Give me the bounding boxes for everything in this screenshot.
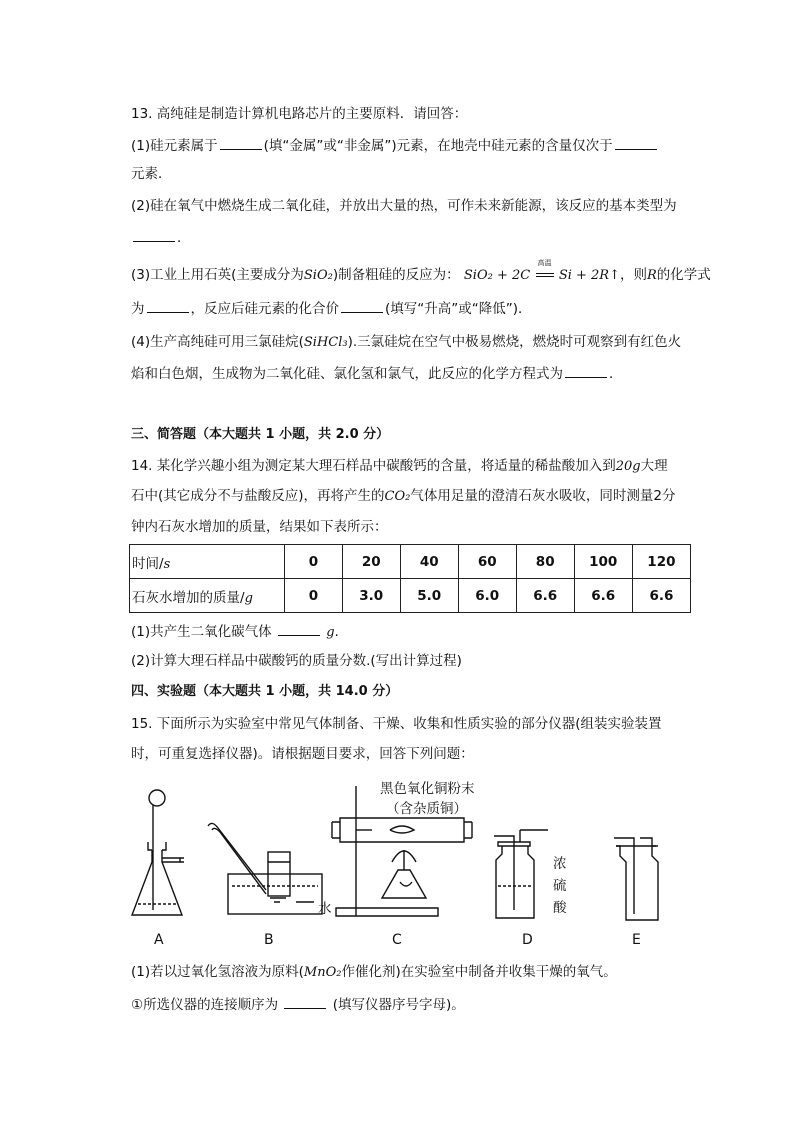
q14-line1 xyxy=(131,456,668,477)
formula: SiHCl₃ xyxy=(303,335,348,350)
unit: g xyxy=(326,625,335,640)
table-cell: 20 xyxy=(342,545,400,579)
text: (1)共产生二氧化碳气体 xyxy=(131,624,272,640)
acid-label-3: 酸 xyxy=(553,900,567,916)
text: ①所选仪器的连接顺序为 xyxy=(131,997,279,1013)
q15-sub1 xyxy=(131,962,617,983)
table-row xyxy=(130,579,691,613)
table-cell: 6.6 xyxy=(632,579,690,613)
text: ． xyxy=(609,366,623,382)
text: ).三氯硅烷在空气中极易燃烧，燃烧时可观察到有红色火 xyxy=(347,334,682,350)
answer-blank[interactable] xyxy=(615,135,657,150)
text: . xyxy=(334,624,339,640)
variable-r: R xyxy=(647,268,657,283)
text: ，则 xyxy=(620,267,647,283)
acid-label-1: 浓 xyxy=(553,856,567,872)
text: 大理 xyxy=(640,458,668,474)
q13-part1-line2: 元素． xyxy=(131,166,172,182)
c-label-line1: 黑色氧化铜粉末 xyxy=(380,781,475,797)
answer-blank[interactable] xyxy=(284,994,326,1009)
table-cell: 100 xyxy=(574,545,632,579)
label-c: C xyxy=(392,932,402,948)
formula: SiO₂ xyxy=(303,268,333,283)
row-header-mass xyxy=(130,579,285,613)
table-cell: 0 xyxy=(285,579,343,613)
text: (3)工业上用石英(主要成分为 xyxy=(131,267,304,283)
reaction-condition xyxy=(535,259,555,285)
apparatus-e-bottle xyxy=(614,838,658,920)
apparatus-d-bottle xyxy=(494,830,548,918)
label-d: D xyxy=(522,932,533,948)
table-cell: 0 xyxy=(285,545,343,579)
q13-part3-line2 xyxy=(131,298,532,319)
text: 的化学式 xyxy=(656,267,711,283)
q13-part1-line1 xyxy=(131,135,659,156)
label-e: E xyxy=(632,932,641,948)
unit: s xyxy=(163,556,171,572)
acid-label-2: 硫 xyxy=(553,878,567,894)
mass-value: 20g xyxy=(615,459,641,474)
formula: MnO₂ xyxy=(303,965,342,980)
text: 为 xyxy=(131,301,145,317)
q14-sub1 xyxy=(131,621,339,643)
text: 作催化剂)在实验室中制备并收集干燥的氧气。 xyxy=(341,964,617,980)
table-cell: 6.0 xyxy=(458,579,516,613)
text: ． xyxy=(177,230,191,246)
table-cell: 60 xyxy=(458,545,516,579)
text: 焰和白色烟，生成物为二氧化硅、氯化氢和氯气，此反应的化学方程式为 xyxy=(131,366,563,382)
answer-blank[interactable] xyxy=(147,298,189,313)
text: 14. 某化学兴趣小组为测定某大理石样品中碳酸钙的含量，将适量的稀盐酸加入到 xyxy=(131,458,616,474)
apparatus-b-trough xyxy=(208,823,322,914)
q13-title: 13. 高纯硅是制造计算机电路芯片的主要原料．请回答： xyxy=(131,106,468,122)
text: )制备粗硅的反应为： xyxy=(332,267,460,283)
text: 时间/ xyxy=(132,555,164,572)
answer-blank[interactable] xyxy=(341,298,383,313)
c-label-line2: （含杂质铜） xyxy=(386,801,467,817)
water-label: 水 xyxy=(318,901,332,917)
q13-part4-line1 xyxy=(131,332,681,353)
apparatus-a-flask xyxy=(132,790,184,915)
text: 石灰水增加的质量/ xyxy=(132,589,245,606)
q15-sub1-i xyxy=(131,994,465,1015)
table-cell: 40 xyxy=(400,545,458,579)
text: 石中(其它成分不与盐酸反应)，再将产生的 xyxy=(131,488,385,504)
table-row xyxy=(130,545,691,579)
section-3-heading: 三、简答题（本大题共 1 小题，共 2.0 分） xyxy=(131,427,390,442)
answer-blank[interactable] xyxy=(565,363,607,378)
table-cell: 6.6 xyxy=(574,579,632,613)
condition-label: 高温 xyxy=(537,259,552,267)
q15-line2: 时，可重复选择仪器)。请根据题目要求，回答下列问题： xyxy=(131,746,474,762)
text: (1)硅元素属于 xyxy=(131,138,218,154)
formula: CO₂ xyxy=(384,489,411,504)
equation-right: Si + 2R↑ xyxy=(558,268,620,283)
text: ，反应后硅元素的化合价 xyxy=(190,301,339,317)
answer-blank[interactable] xyxy=(133,227,175,242)
q14-sub2: (2)计算大理石样品中碳酸钙的质量分数.(写出计算过程) xyxy=(131,653,462,669)
q15-line1: 15. 下面所示为实验室中常见气体制备、干燥、收集和性质实验的部分仪器(组装实验装置 xyxy=(131,716,662,732)
label-a: A xyxy=(154,932,164,948)
text: (1)若以过氧化氢溶液为原料( xyxy=(131,964,304,980)
data-table xyxy=(129,544,691,613)
table-cell: 80 xyxy=(516,545,574,579)
table-cell: 5.0 xyxy=(400,579,458,613)
equation-left: SiO₂ + 2C xyxy=(463,268,531,283)
row-header-time xyxy=(130,545,285,579)
answer-blank[interactable] xyxy=(220,135,262,150)
table-cell: 120 xyxy=(632,545,690,579)
q13-part2-line2 xyxy=(131,227,191,248)
q13-part4-line2 xyxy=(131,363,623,384)
text: 气体用足量的澄清石灰水吸收，同时测量2分 xyxy=(410,488,676,504)
text: (填写“升高”或“降低”)． xyxy=(385,301,532,317)
text: (4)生产高纯硅可用三氯硅烷( xyxy=(131,334,304,350)
q13-part3-line1 xyxy=(131,259,711,286)
answer-blank[interactable] xyxy=(278,621,320,636)
table-cell: 3.0 xyxy=(342,579,400,613)
table-cell: 6.6 xyxy=(516,579,574,613)
section-4-heading: 四、实验题（本大题共 1 小题，共 14.0 分） xyxy=(131,684,399,699)
label-b: B xyxy=(264,932,274,948)
q13-part2-line1: (2)硅在氧气中燃烧生成二氧化硅，并放出大量的热，可作未来新能源，该反应的基本类型为 xyxy=(131,198,677,214)
text: (填写仪器序号字母)。 xyxy=(332,997,465,1013)
unit: g xyxy=(244,590,253,606)
q14-line2 xyxy=(131,486,675,507)
text: (填“金属”或“非金属”)元素，在地壳中硅元素的含量仅次于 xyxy=(263,138,613,154)
q14-line3: 钟内石灰水增加的质量，结果如下表所示： xyxy=(131,519,388,535)
